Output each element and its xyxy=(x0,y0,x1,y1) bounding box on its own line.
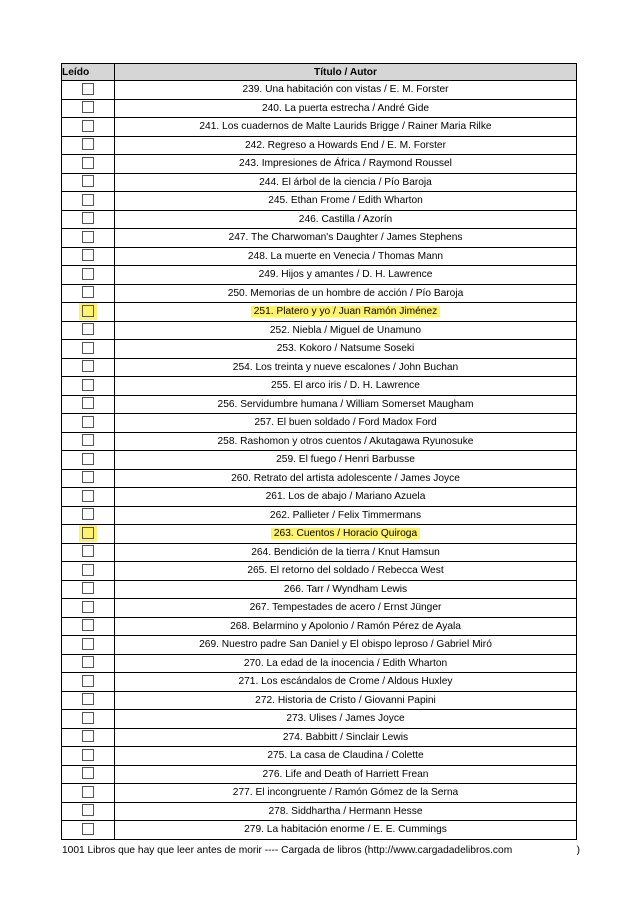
read-cell xyxy=(62,802,115,821)
title-cell xyxy=(115,432,577,451)
table-row xyxy=(62,562,577,581)
book-title-author: 267. Tempestades de acero / Ernst Jünger xyxy=(249,602,442,614)
title-cell xyxy=(115,617,577,636)
book-title-author: 257. El buen soldado / Ford Madox Ford xyxy=(254,417,437,429)
read-cell xyxy=(62,136,115,155)
read-checkbox[interactable] xyxy=(82,730,94,742)
book-title-author: 273. Ulises / James Joyce xyxy=(286,713,405,725)
read-checkbox[interactable] xyxy=(82,212,94,224)
read-cell xyxy=(62,340,115,359)
title-cell xyxy=(115,173,577,192)
read-checkbox[interactable] xyxy=(82,194,94,206)
table-row xyxy=(62,488,577,507)
book-title-author: 270. La edad de la inocencia / Edith Wharton xyxy=(243,657,448,669)
book-title-author: 253. Kokoro / Natsume Soseki xyxy=(276,343,415,355)
footer-text: 1001 Libros que hay que leer antes de morir ---- Cargada de libros (http://www.cargadadelibros.com xyxy=(62,845,513,856)
book-title-author: 258. Rashomon y otros cuentos / Akutagawa Ryunosuke xyxy=(217,435,474,447)
table-row xyxy=(62,432,577,451)
title-cell xyxy=(115,654,577,673)
table-row xyxy=(62,395,577,414)
read-cell xyxy=(62,99,115,118)
table-row xyxy=(62,210,577,229)
table-row xyxy=(62,99,577,118)
book-title-author: 262. Pallieter / Felix Timmermans xyxy=(269,509,422,521)
page-footer xyxy=(62,845,580,856)
book-title-author: 251. Platero y yo / Juan Ramón Jiménez xyxy=(251,306,440,317)
title-cell xyxy=(115,81,577,100)
table-row xyxy=(62,136,577,155)
title-cell xyxy=(115,469,577,488)
title-cell xyxy=(115,821,577,840)
title-cell xyxy=(115,358,577,377)
read-cell xyxy=(62,821,115,840)
book-title-author: 272. Historia de Cristo / Giovanni Papini xyxy=(255,694,436,706)
title-cell xyxy=(115,155,577,174)
title-cell xyxy=(115,636,577,655)
title-cell xyxy=(115,99,577,118)
book-title-author: 256. Servidumbre humana / William Somerset Maugham xyxy=(217,398,474,410)
title-cell xyxy=(115,506,577,525)
table-row xyxy=(62,247,577,266)
table-row xyxy=(62,747,577,766)
book-title-author: 269. Nuestro padre San Daniel y El obispo leproso / Gabriel Miró xyxy=(199,639,492,651)
table-row xyxy=(62,784,577,803)
table-row xyxy=(62,821,577,840)
title-cell xyxy=(115,710,577,729)
table-row xyxy=(62,599,577,618)
book-title-author: 275. La casa de Claudina / Colette xyxy=(267,750,424,762)
read-cell xyxy=(62,691,115,710)
book-title-author: 279. La habitación enorme / E. E. Cummings xyxy=(244,824,447,836)
read-cell xyxy=(62,710,115,729)
table-row xyxy=(62,802,577,821)
read-checkbox[interactable] xyxy=(82,83,94,95)
table-row xyxy=(62,81,577,100)
read-checkbox[interactable] xyxy=(82,120,94,132)
read-checkbox[interactable] xyxy=(82,101,94,113)
read-cell xyxy=(62,506,115,525)
title-cell xyxy=(115,784,577,803)
table-row xyxy=(62,451,577,470)
read-cell xyxy=(62,358,115,377)
title-cell xyxy=(115,451,577,470)
read-cell xyxy=(62,673,115,692)
title-cell xyxy=(115,802,577,821)
book-title-author: 244. El árbol de la ciencia / Pío Baroja xyxy=(259,176,432,188)
read-cell xyxy=(62,284,115,303)
book-title-author: 249. Hijos y amantes / D. H. Lawrence xyxy=(258,269,433,281)
book-title-author: 278. Siddhartha / Hermann Hesse xyxy=(268,805,423,817)
title-cell xyxy=(115,192,577,211)
read-cell xyxy=(62,247,115,266)
table-row xyxy=(62,284,577,303)
table-row xyxy=(62,673,577,692)
read-cell xyxy=(62,414,115,433)
read-checkbox[interactable] xyxy=(82,601,94,613)
table-row xyxy=(62,155,577,174)
table-row xyxy=(62,340,577,359)
read-cell xyxy=(62,728,115,747)
read-cell xyxy=(62,395,115,414)
title-cell xyxy=(115,395,577,414)
table-row xyxy=(62,506,577,525)
read-checkbox[interactable] xyxy=(82,138,94,150)
title-cell xyxy=(115,118,577,137)
book-title-author: 274. Babbitt / Sinclair Lewis xyxy=(282,731,409,743)
book-title-author: 248. La muerte en Venecia / Thomas Mann xyxy=(247,250,444,262)
book-title-author: 250. Memorias de un hombre de acción / Pío Baroja xyxy=(227,287,464,299)
read-cell xyxy=(62,543,115,562)
book-title-author: 268. Belarmino y Apolonio / Ramón Pérez de Ayala xyxy=(230,620,461,632)
table-row xyxy=(62,229,577,248)
table-row xyxy=(62,710,577,729)
table-row xyxy=(62,118,577,137)
book-title-author: 260. Retrato del artista adolescente / James Joyce xyxy=(231,472,460,484)
read-checkbox[interactable] xyxy=(82,564,94,576)
read-checkbox[interactable] xyxy=(82,638,94,650)
read-cell xyxy=(62,747,115,766)
read-cell xyxy=(62,81,115,100)
table-row xyxy=(62,765,577,784)
book-title-author: 254. Los treinta y nueve escalones / John Buchan xyxy=(232,361,459,373)
read-checkbox[interactable] xyxy=(82,453,94,465)
read-checkbox[interactable] xyxy=(82,175,94,187)
table-row xyxy=(62,728,577,747)
read-cell xyxy=(62,266,115,285)
read-cell xyxy=(62,192,115,211)
read-checkbox[interactable] xyxy=(82,323,94,335)
read-cell xyxy=(62,377,115,396)
read-cell xyxy=(62,488,115,507)
read-checkbox[interactable] xyxy=(82,749,94,761)
read-cell xyxy=(62,784,115,803)
table-row xyxy=(62,525,577,544)
book-title-author: 264. Bendición de la tierra / Knut Hamsun xyxy=(251,546,440,558)
book-title-author: 277. El incongruente / Ramón Gómez de la Serna xyxy=(232,787,459,799)
read-checkbox[interactable] xyxy=(82,360,94,372)
book-title-author: 240. La puerta estrecha / André Gide xyxy=(261,102,430,114)
table-row xyxy=(62,414,577,433)
table-row xyxy=(62,617,577,636)
read-cell xyxy=(62,654,115,673)
title-cell xyxy=(115,266,577,285)
read-checkbox[interactable] xyxy=(82,342,94,354)
read-cell xyxy=(62,562,115,581)
table-row xyxy=(62,377,577,396)
title-cell xyxy=(115,377,577,396)
title-cell xyxy=(115,210,577,229)
title-cell xyxy=(115,562,577,581)
title-cell xyxy=(115,525,577,544)
table-row xyxy=(62,303,577,322)
table-row xyxy=(62,469,577,488)
read-cell xyxy=(62,599,115,618)
table-header-row xyxy=(62,64,577,81)
book-title-author: 263. Cuentos / Horacio Quiroga xyxy=(271,528,420,539)
read-cell xyxy=(62,229,115,248)
read-cell xyxy=(62,173,115,192)
read-cell xyxy=(62,210,115,229)
book-title-author: 246. Castilla / Azorín xyxy=(298,213,393,225)
read-checkbox[interactable] xyxy=(82,490,94,502)
table-row xyxy=(62,636,577,655)
book-title-author: 271. Los escándalos de Crome / Aldous Huxley xyxy=(238,676,453,688)
read-checkbox[interactable] xyxy=(82,582,94,594)
read-cell xyxy=(62,525,115,544)
book-title-author: 252. Niebla / Miguel de Unamuno xyxy=(269,324,422,336)
read-cell xyxy=(62,617,115,636)
title-cell xyxy=(115,673,577,692)
read-cell xyxy=(62,580,115,599)
read-cell xyxy=(62,303,115,322)
read-checkbox[interactable] xyxy=(82,416,94,428)
read-checkbox[interactable] xyxy=(82,656,94,668)
table-row xyxy=(62,266,577,285)
read-checkbox[interactable] xyxy=(82,231,94,243)
read-checkbox[interactable] xyxy=(82,286,94,298)
column-header-title: Título / Autor xyxy=(115,64,577,81)
read-checkbox[interactable] xyxy=(82,471,94,483)
book-title-author: 245. Ethan Frome / Edith Wharton xyxy=(268,195,423,207)
book-title-author: 242. Regreso a Howards End / E. M. Forster xyxy=(244,139,446,151)
table-row xyxy=(62,321,577,340)
table-row xyxy=(62,691,577,710)
title-cell xyxy=(115,284,577,303)
book-checklist xyxy=(61,63,577,840)
book-title-author: 261. Los de abajo / Mariano Azuela xyxy=(265,491,426,503)
read-checkbox[interactable] xyxy=(82,804,94,816)
read-checkbox[interactable] xyxy=(82,545,94,557)
table-row xyxy=(62,358,577,377)
read-cell xyxy=(62,469,115,488)
read-checkbox[interactable] xyxy=(82,508,94,520)
book-title-author: 265. El retorno del soldado / Rebecca West xyxy=(247,565,444,577)
column-header-read: Leído xyxy=(62,64,115,81)
read-checkbox[interactable] xyxy=(82,379,94,391)
table-row xyxy=(62,192,577,211)
read-checkbox[interactable] xyxy=(82,397,94,409)
table-body xyxy=(62,81,577,840)
book-title-author: 259. El fuego / Henri Barbusse xyxy=(276,454,415,466)
read-cell xyxy=(62,451,115,470)
title-cell xyxy=(115,303,577,322)
read-checkbox[interactable] xyxy=(82,767,94,779)
title-cell xyxy=(115,580,577,599)
title-cell xyxy=(115,340,577,359)
read-checkbox[interactable] xyxy=(82,823,94,835)
book-title-author: 243. Impresiones de África / Raymond Roussel xyxy=(239,158,452,170)
read-cell xyxy=(62,765,115,784)
table-row xyxy=(62,173,577,192)
read-checkbox[interactable] xyxy=(82,157,94,169)
read-checkbox[interactable] xyxy=(82,249,94,261)
title-cell xyxy=(115,247,577,266)
title-cell xyxy=(115,488,577,507)
footer-closing-paren: ) xyxy=(576,845,580,856)
read-cell xyxy=(62,118,115,137)
book-title-author: 255. El arco iris / D. H. Lawrence xyxy=(271,380,420,392)
title-cell xyxy=(115,747,577,766)
read-cell xyxy=(62,432,115,451)
title-cell xyxy=(115,136,577,155)
read-checkbox[interactable] xyxy=(82,675,94,687)
read-checkbox[interactable] xyxy=(82,786,94,798)
title-cell xyxy=(115,543,577,562)
books-table xyxy=(61,63,577,840)
title-cell xyxy=(115,229,577,248)
read-cell xyxy=(62,321,115,340)
read-checkbox[interactable] xyxy=(82,619,94,631)
read-checkbox[interactable] xyxy=(82,268,94,280)
title-cell xyxy=(115,765,577,784)
table-row xyxy=(62,580,577,599)
book-title-author: 266. Tarr / Wyndham Lewis xyxy=(283,583,408,595)
read-cell xyxy=(62,636,115,655)
title-cell xyxy=(115,691,577,710)
read-checkbox[interactable] xyxy=(82,527,94,539)
table-row xyxy=(62,654,577,673)
read-checkbox[interactable] xyxy=(82,693,94,705)
book-title-author: 239. Una habitación con vistas / E. M. Forster xyxy=(242,84,449,96)
read-checkbox[interactable] xyxy=(82,434,94,446)
title-cell xyxy=(115,321,577,340)
book-title-author: 247. The Charwoman's Daughter / James Stephens xyxy=(228,232,463,244)
read-checkbox[interactable] xyxy=(82,712,94,724)
title-cell xyxy=(115,414,577,433)
book-title-author: 241. Los cuadernos de Malte Laurids Brigge / Rainer Maria Rilke xyxy=(199,121,492,133)
read-checkbox[interactable] xyxy=(82,305,94,317)
table-row xyxy=(62,543,577,562)
title-cell xyxy=(115,599,577,618)
read-cell xyxy=(62,155,115,174)
book-title-author: 276. Life and Death of Harriett Frean xyxy=(262,768,429,780)
title-cell xyxy=(115,728,577,747)
